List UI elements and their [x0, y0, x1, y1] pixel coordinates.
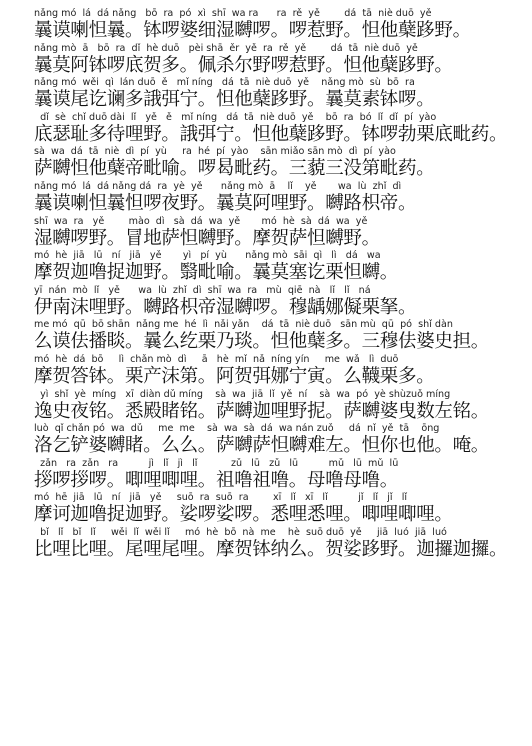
hanzi-row: 拶啰拶啰。唧哩唧哩。祖噜祖噜。母噜母噜。: [34, 469, 399, 491]
hanzi-row: 萨嚩怛他蘖帝毗喻。啰曷毗药。三藐三没第毗药。: [34, 158, 435, 180]
pinyin-row: zǎn ra zǎn ra jì lǐ jì lǐ zǔ lū zǔ lū mǔ lū mǔ lū: [34, 457, 399, 469]
pinyin-row: nǎng mó lá dá nǎng bō ra pó xì shī wa ra ra rě yě dá tā niè duō yě: [34, 8, 432, 19]
hanzi-row: 湿嚩啰野。冒地萨怛嚩野。摩贺萨怛嚩野。: [34, 227, 380, 249]
mantra-text-page: [34, 8, 514, 738]
hanzi-row: 摩贺答钵。栗产沫第。阿贺弭娜宁寅。么韈栗多。: [34, 365, 435, 387]
text-line: [34, 112, 514, 147]
hanzi-row: 摩贺迦噜捉迦野。翳毗喻。曩莫塞讫栗怛嚩。: [34, 262, 399, 284]
hanzi-row: 逸史夜铭。悉殿睹铭。萨嚩迦哩野抳。萨嚩婆曳数左铭。: [34, 400, 490, 422]
pinyin-row: me mó qū bō shān nǎng me hé lì nǎi yǎn dá tā niè duō sān mù qū pó shǐ dàn: [34, 319, 453, 331]
pinyin-row: yì shǐ yè míng xī diàn dǔ míng sà wa jiā lǐ yě ní sà wa pó yè shùzuǒ míng: [34, 388, 451, 400]
pinyin-row: dǐ sè chǐ duō dài lǐ yě ě mǐ níng dá tā niè duō yě bō ra bó lǐ dǐ pí yào: [34, 111, 437, 123]
text-line: [34, 43, 514, 78]
pinyin-row: luò qǐ chǎn pó wa dǔ me me sà wa sà dá wa nán zuǒ dá nǐ yě tā ōng: [34, 423, 440, 435]
text-line: [34, 146, 514, 181]
hanzi-row: 曩莫阿钵啰底贺多。佩杀尔野啰惹野。怛他蘖跢野。: [34, 54, 453, 76]
text-line: [34, 8, 514, 43]
hanzi-row: 摩诃迦噜捉迦野。娑啰娑啰。悉哩悉哩。唧哩唧哩。: [34, 504, 453, 526]
text-line: [34, 77, 514, 112]
hanzi-row: 洛乞铲婆嚩睹。么么。萨嚩萨怛嚩难左。怛你也他。唵。: [34, 435, 490, 457]
text-line: [34, 423, 514, 458]
text-line: [34, 216, 514, 251]
hanzi-row: 曩谟尾讫谰多誐弭宁。怛他蘖跢野。曩莫素钵啰。: [34, 89, 435, 111]
pinyin-row: bǐ lǐ bǐ lǐ wěi lǐ wěi lǐ mó hè bō nà me hè suō duō yě jiā luó jiā luó: [34, 526, 447, 538]
text-line: [34, 389, 514, 424]
text-line: [34, 354, 514, 389]
pinyin-row: mó hē jiā lū ní jiā yě suō ra suō ra xī lǐ xī lǐ jǐ lǐ jǐ lǐ: [34, 492, 408, 504]
text-line: [34, 492, 514, 527]
pinyin-row: mó hè dá bō lì chǎn mò dì ā hè mǐ nǎ níng yín me wǎ lì duō: [34, 353, 399, 365]
pinyin-row: yī nán mò lǐ yě wa lù zhǐ dì shī wa ra mù qiē nà lǐ lǐ ná: [34, 284, 371, 296]
text-line: [34, 527, 514, 562]
text-line: [34, 458, 514, 493]
text-line: [34, 181, 514, 216]
pinyin-row: nǎng mó wěi qì lán duō ě mǐ níng dá tā niè duō yě nǎng mò sù bō ra: [34, 77, 415, 89]
text-line: [34, 250, 514, 285]
pinyin-row: nǎng mò ā bō ra dǐ hè duō pèi shā ěr yě ra rě yě dá tā niè duō yě: [34, 42, 418, 54]
pinyin-row: sà wa dá tā niè dì pí yù ra hé pí yào sān miǎo sān mò dì pí yào: [34, 146, 396, 158]
pinyin-row: shī wa ra yě mào dì sà dá wa yě mó hè sà dá wa yě: [34, 215, 368, 227]
pinyin-row: mó hè jiā lū ní jiā yě yì pí yù nǎng mò sāi qì lì dá wa: [34, 250, 381, 262]
text-line: [34, 285, 514, 320]
pinyin-row: nǎng mó lá dá nǎng dá ra yè yě nǎng mò ā lǐ yě wa lù zhǐ dì: [34, 180, 402, 192]
hanzi-row: 曩谟喇怛曩。钵啰婆细湿嚩啰。啰惹野。怛他蘖跢野。: [34, 20, 471, 41]
hanzi-row: 伊南沫哩野。嚩路枳帝湿嚩啰。穆龋娜儗栗拏。: [34, 296, 417, 318]
hanzi-row: 么谟佉播睒。曩么纥栗乃琰。怛他蘖多。三穆佉婆史担。: [34, 331, 490, 353]
hanzi-row: 比哩比哩。尾哩尾哩。摩贺钵纳么。贺娑跢野。迦攞迦攞。: [34, 538, 508, 560]
hanzi-row: 曩谟喇怛曩怛啰夜野。曩莫阿哩野。嚩路枳帝。: [34, 192, 417, 214]
text-line: [34, 319, 514, 354]
hanzi-row: 底瑟耻多待哩野。誐弭宁。怛他蘖跢野。钵啰勃栗底毗药。: [34, 123, 508, 145]
